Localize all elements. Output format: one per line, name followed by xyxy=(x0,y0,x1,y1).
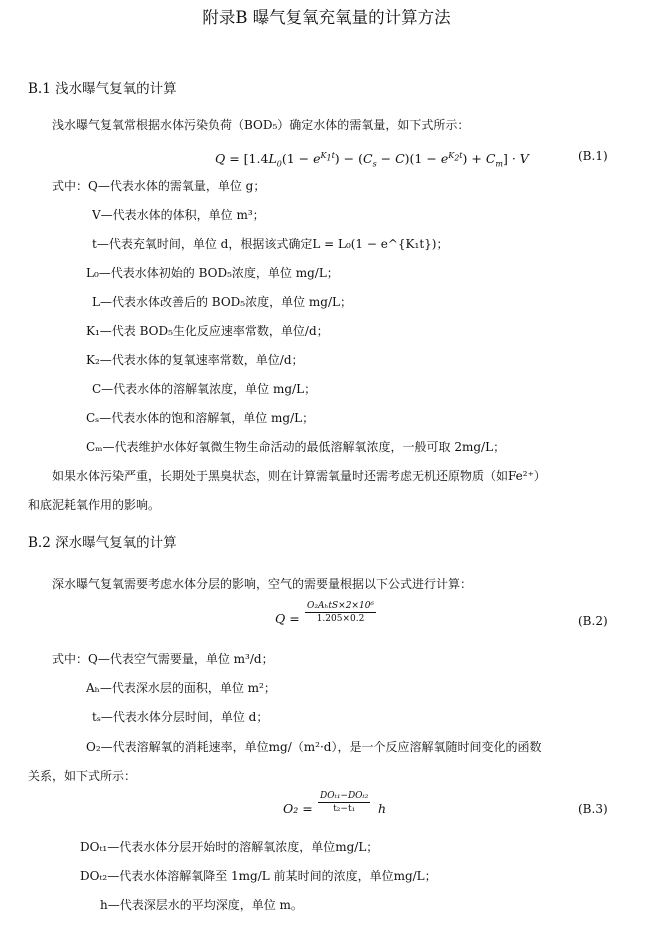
section-heading-b2: B.2 深水曝气复氧的计算 xyxy=(28,535,177,551)
equation-b2-numerator: O₂AₕtS×2×10⁶ xyxy=(307,601,375,611)
equation-b2-lhs: Q = xyxy=(275,611,300,626)
equation-number-b3: (B.3) xyxy=(578,802,608,816)
definition-v: V—代表水体的体积，单位 m³； xyxy=(92,208,265,222)
definition-c: C—代表水体的溶解氧浓度，单位 mg/L； xyxy=(92,382,317,396)
equation-number-b1: (B.1) xyxy=(578,149,608,163)
definition-cm: Cₘ—代表维护水体好氧微生物生命活动的最低溶解氧浓度，一般可取 2mg/L； xyxy=(86,440,506,454)
definition-dot1: DOₜ₁—代表水体分层开始时的溶解氧浓度，单位mg/L； xyxy=(80,840,379,854)
section-heading-b1: B.1 浅水曝气复氧的计算 xyxy=(28,81,177,97)
equation-b3-lhs: O₂ = xyxy=(283,801,313,816)
definition-l0: L₀—代表水体初始的 BOD₅浓度，单位 mg/L； xyxy=(86,266,339,280)
equation-b3-h: h xyxy=(378,801,387,816)
definition-h: h—代表深层水的平均深度，单位 m。 xyxy=(100,898,303,912)
definition-cs: Cₛ—代表水体的饱和溶解氧，单位 mg/L； xyxy=(86,411,315,425)
paragraph-b1-intro: 浅水曝气复氧常根据水体污染负荷（BOD₅）确定水体的需氧量，如下式所示： xyxy=(52,118,470,132)
equation-b2-denominator: 1.205×0.2 xyxy=(316,614,365,624)
page-title: 附录B 曝气复氧充氧量的计算方法 xyxy=(202,8,451,27)
definition-o2-line2: 关系，如下式所示： xyxy=(28,769,137,783)
equation-b3-fraction xyxy=(318,790,370,815)
definition-k1: K₁—代表 BOD₅生化反应速率常数，单位/d； xyxy=(86,324,329,338)
definition-ts: tₛ—代表水体分层时间，单位 d； xyxy=(92,710,269,724)
definition-l: L—代表水体改善后的 BOD₅浓度，单位 mg/L； xyxy=(92,295,352,309)
equation-b1: $Q = [1.4L_0(1 - e^{K_1t}) - (C_s - C)(1 - e^{K_2t}) + C_m] \cdot V$ xyxy=(215,151,529,169)
note-paragraph-line2: 和底泥耗氧作用的影响。 xyxy=(28,498,161,512)
equation-b2-fraction xyxy=(305,600,376,625)
equation-b3-denominator: t₂−t₁ xyxy=(333,804,356,814)
definition-dot2: DOₜ₂—代表水体溶解氧降至 1mg/L 前某时间的浓度，单位mg/L； xyxy=(80,869,437,883)
note-paragraph-line1: 如果水体污染严重，长期处于黑臭状态，则在计算需氧量时还需考虑无机还原物质（如Fe²⁺） xyxy=(52,469,546,483)
paragraph-b2-intro: 深水曝气复氧需要考虑水体分层的影响，空气的需要量根据以下公式进行计算： xyxy=(52,577,473,591)
definition-q: 式中：Q—代表水体的需氧量，单位 g； xyxy=(52,179,266,193)
definition-o2-line1: O₂—代表溶解氧的消耗速率，单位mg/（m²·d），是一个反应溶解氧随时间变化的函数 xyxy=(86,740,542,754)
equation-number-b2: (B.2) xyxy=(578,614,608,628)
equation-b3-numerator: DOₜ₁−DOₜ₂ xyxy=(320,791,369,801)
definition-ah: Aₕ—代表深水层的面积，单位 m²； xyxy=(86,681,276,695)
definition-k2: K₂—代表水体的复氧速率常数，单位/d； xyxy=(86,353,304,367)
definition-t: t—代表充氧时间，单位 d，根据该式确定L = L₀(1 − e^{K₁t})； xyxy=(92,237,449,251)
definition-q-air: 式中：Q—代表空气需要量，单位 m³/d； xyxy=(52,652,274,666)
